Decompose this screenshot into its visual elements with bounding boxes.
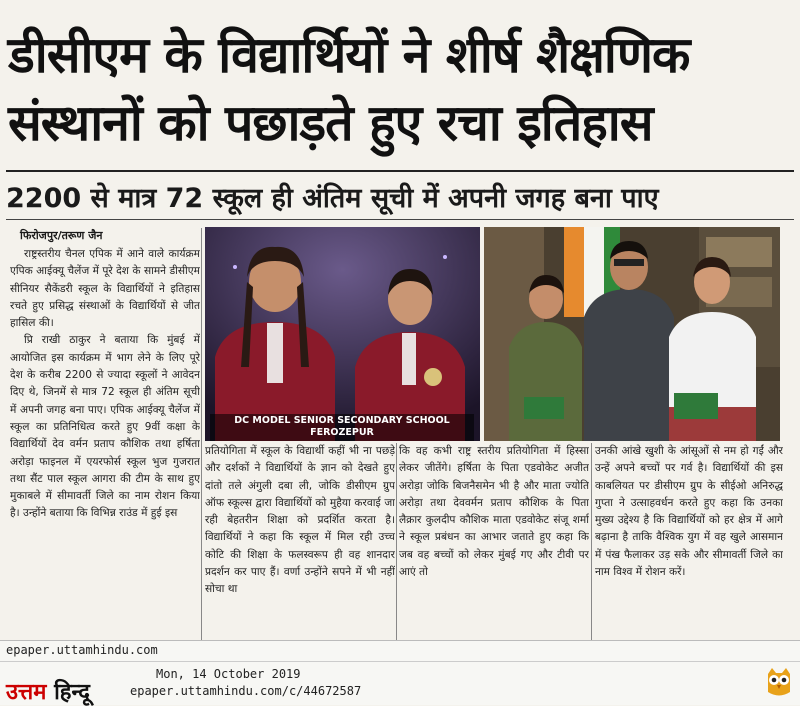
paragraph: राष्ट्रस्तरीय चैनल एपिक में आने वाले कार्यक्रम एपिक आईक्यू चैलेंज में पूरे देश के सामने डीसीएम सीनियर सैकेंडरी स्कूल के विद्यार्थियों ने इतिहास रचते हुए प्रसिद्ध संस्थाओं के विद्यार्थियों से जीत हासिल की। (10, 248, 200, 330)
article-column-3: कि वह कभी राष्ट्र स्तरीय प्रतियोगिता में हिस्सा लेकर जीतेंगे। हर्षिता के पिता एडवोकेट अजीत अरोड़ा जोकि बिजनैसमेन भी है और माता ज्योति अरोड़ा तथा देववर्मन प्रताप कौशिक के पिता लैक्रार कुलदीप कौशिक माता एडवोकेट संजू शर्मा ने स्कूल प्रबंधन का आभार जताते हुए कहा कि जब वह बच्चों को लेकर मुंबई गए और टीवी पर आएं तो (399, 445, 589, 579)
article-column-2: प्रतियोगिता में स्कूल के विद्यार्थी कहीं भी ना पछड़े और दर्शकों ने विद्यार्थियों के ज्ञान को देखते हुए दांतो तले अंगुली दबा ली, जोकि डीसीएम ग्रुप ऑफ स्कूल्स द्वारा विद्यार्थियों को मुहैया करवाई जा रही बेहतरीन शिक्षा को प्रदर्शित करता है। विद्यार्थियों ने कहा कि स्कूल में मिल रही उच्च कोटि की शिक्षा के फलस्वरूप ही वह शानदार प्रदर्शन कर पाए हैं। वर्णा उन्होंने सपने में भी नहीं सोचा था (205, 445, 395, 596)
paragraph: प्रि राखी ठाकुर ने बताया कि मुंबई में आयोजित इस कार्यक्रम में भाग लेने के लिए पूरे देश के करीब 2200 से ज्यादा स्कूलों ने आवेदन दिए थे, जिनमें से मात्र 72 स्कूल ही अंतिम सूची में अपनी जगह बना पाए। एपिक आईक्यू चैलेंज में स्कूल का प्रतिनिधित्व करते हुए 9वीं कक्षा के विद्यार्थियों देव वर्मन प्रताप कौशिक तथा हर्षिता अरोड़ा फाइनल में एयरफोर्स स्कूल भुज गुजरात तथा सैंट पाल स्कूल आगरा की टीम के साथ हुए मुकाबले में सीमावर्ती जिले का नाम रोशन किया है। उन्होंने बताया कि विभिन्न राउंड में हुई इस (10, 334, 200, 520)
edition-date: Mon, 14 October 2019 (156, 667, 301, 681)
footer-divider (0, 661, 800, 662)
headline-line-1: डीसीएम के विद्यार्थियों ने शीर्ष शैक्षणिक (8, 26, 690, 84)
group-photo-illustration (484, 227, 780, 441)
column-rule (201, 228, 202, 640)
subheadline: 2200 से मात्र 72 स्कूल ही अंतिम सूची में अपनी जगह बना पाए (6, 183, 659, 214)
headline-divider (6, 170, 794, 172)
caption-school: DC MODEL SENIOR SECONDARY SCHOOL (234, 415, 450, 426)
column-rule (591, 443, 592, 640)
owl-icon (764, 666, 794, 698)
stage-photo-illustration (205, 227, 480, 441)
owl-icon[interactable] (764, 666, 794, 698)
newspaper-logo[interactable] (6, 676, 90, 706)
subheadline-divider (6, 219, 794, 220)
caption-city: FEROZEPUR (310, 427, 374, 438)
byline: फिरोजपुर/तरूण जैन (20, 229, 103, 242)
logo-part-2: हिन्दू (54, 679, 90, 705)
photo-caption (210, 414, 474, 441)
site-link[interactable]: epaper.uttamhindu.com (6, 643, 158, 657)
clip-link[interactable]: epaper.uttamhindu.com/c/44672587 (130, 684, 362, 698)
logo-part-1: उत्तम (6, 679, 47, 705)
column-rule (396, 443, 397, 640)
headline-line-2: संस्थानों को पछाड़ते हुए रचा इतिहास (8, 94, 653, 152)
students-with-official-photo (484, 227, 780, 441)
article-column-1 (10, 246, 200, 641)
students-stage-photo (205, 227, 480, 441)
article-column-4: उनकी आंखे खुशी के आंसूओं से नम हो गईं और उन्हें अपने बच्चों पर गर्व है। विद्यार्थियों की इस काबलियत पर डीसीएम ग्रुप के सीईओ अनिरुद्ध गुप्ता ने उत्साहवर्धन करते हुए कहा कि उनका मुख्य उद्देश्य है कि विद्यार्थियों को हर क्षेत्र में आगे बढ़ाना है ताकि वैश्विक युग में वह खुले आसमान में पंख फैलाकर उड़ सके और सीमावर्ती जिले का नाम विश्व में रोशन करें। (595, 445, 783, 579)
